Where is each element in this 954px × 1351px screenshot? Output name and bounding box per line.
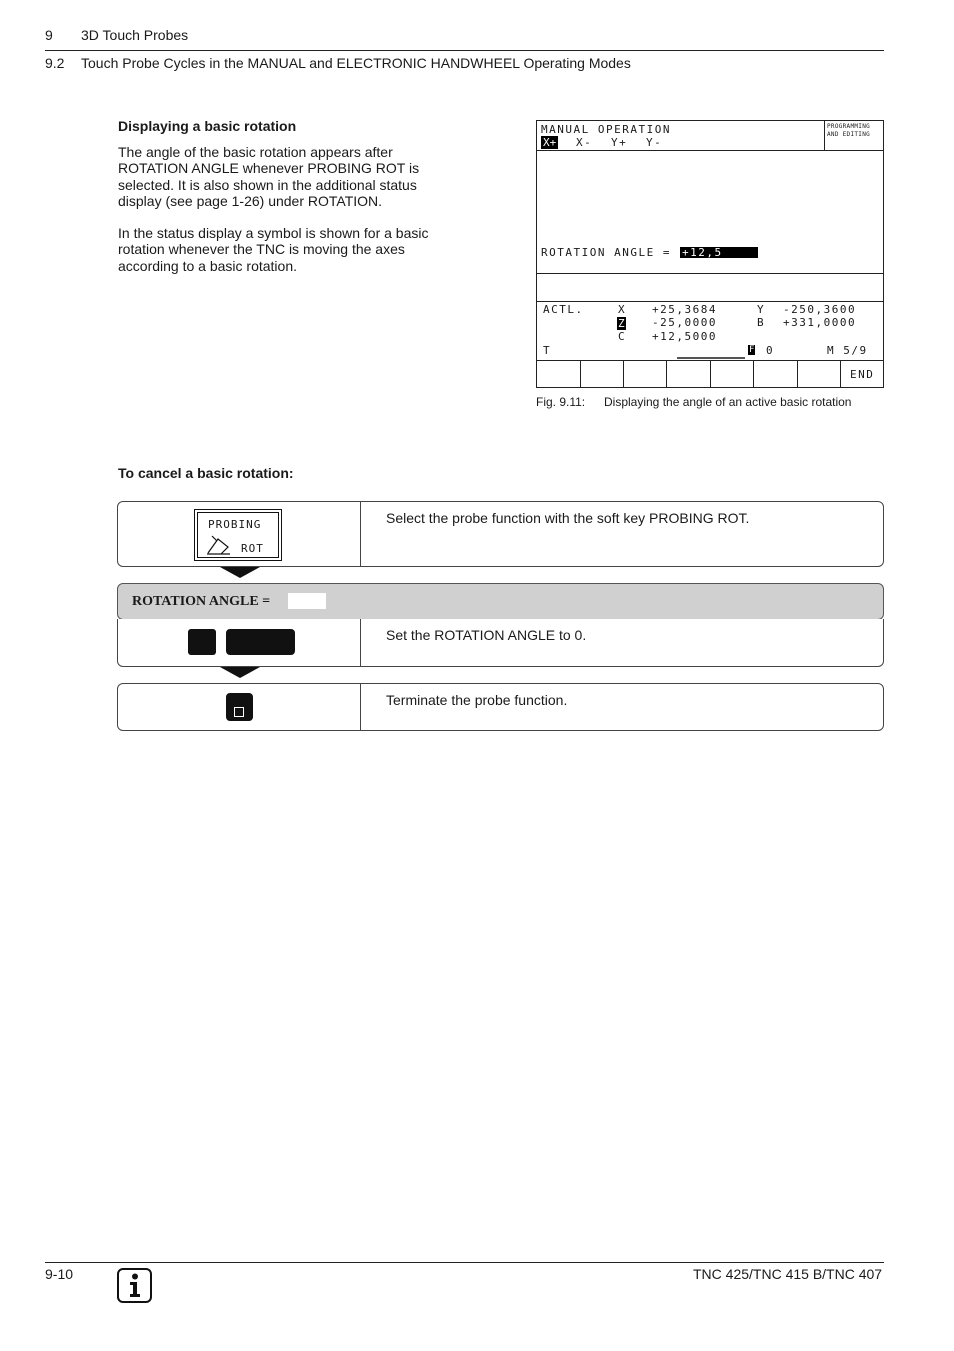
axis-key-x-minus: X-: [576, 136, 593, 149]
paragraph-1: [118, 144, 419, 209]
axis-name: Y: [757, 303, 766, 316]
paragraph-line: rotation whenever the TNC is moving the axes: [118, 241, 405, 258]
header-rule: [45, 50, 884, 51]
step-row-2: [117, 619, 884, 667]
softkey[interactable]: [537, 361, 581, 388]
softkey[interactable]: [711, 361, 754, 388]
prompt-value: +12,5: [680, 247, 758, 258]
axis-value: +25,3684: [652, 303, 717, 316]
axis-value: +12,5000: [652, 330, 717, 343]
section-heading: Displaying a basic rotation: [118, 118, 297, 134]
tool-label: T: [543, 344, 552, 357]
column-divider: [360, 619, 361, 666]
step-row-3: [117, 683, 884, 731]
chapter-number: 9: [45, 27, 53, 43]
dialog-input-field[interactable]: [288, 593, 326, 609]
paragraph-line: display (see page 1-26) under ROTATION.: [118, 192, 383, 209]
figure-number: Fig. 9.11:: [536, 395, 586, 409]
screen-mode-title: MANUAL OPERATION: [541, 123, 671, 136]
flow-arrow: [220, 667, 260, 678]
softkey-end[interactable]: END: [850, 368, 875, 381]
step-3-text: Terminate the probe function.: [386, 692, 568, 708]
paragraph-line: ROTATION ANGLE whenever PROBING ROT is: [118, 160, 420, 177]
softkey[interactable]: [581, 361, 624, 388]
cancel-heading: To cancel a basic rotation:: [118, 465, 294, 481]
axis-value: +331,0000: [783, 316, 857, 329]
screen-divider: [537, 301, 883, 302]
mode-divider: [824, 121, 825, 150]
axis-name: X: [618, 303, 627, 316]
column-divider: [360, 684, 361, 730]
end-square-icon: [234, 707, 244, 717]
paragraph-line: The angle of the basic rotation appears after: [118, 144, 393, 160]
column-divider: [360, 502, 361, 566]
paragraph-line: selected. It is also shown in the additional status: [118, 176, 417, 193]
flow-arrow: [220, 567, 260, 578]
softkey[interactable]: [667, 361, 711, 388]
axis-value: -25,0000: [652, 316, 717, 329]
paragraph-line: In the status display a symbol is shown for a basic: [118, 225, 429, 241]
side-mode-line1: PROGRAMMING: [827, 123, 871, 130]
zero-key[interactable]: [188, 629, 216, 655]
paragraph-line: according to a basic rotation.: [118, 257, 297, 274]
step-row-1: [117, 501, 884, 567]
softkey-label-bottom: ROT: [241, 542, 264, 555]
axis-value: -250,3600: [783, 303, 857, 316]
screen-divider: [537, 273, 883, 274]
softkey[interactable]: [754, 361, 798, 388]
probe-rotation-icon: [206, 533, 232, 555]
info-icon: [117, 1268, 152, 1303]
section-title: Touch Probe Cycles in the MANUAL and ELECTRONIC HANDWHEEL Operating Modes: [81, 55, 631, 71]
ent-key[interactable]: [226, 629, 295, 655]
page-number: 9-10: [45, 1266, 74, 1282]
scroll-indicator: [677, 357, 745, 359]
prompt-label: ROTATION ANGLE =: [541, 246, 671, 259]
feed-value: 0: [766, 344, 775, 357]
tnc-screen: [536, 120, 884, 388]
step-1-text: Select the probe function with the soft key PROBING ROT.: [386, 510, 750, 526]
softkey[interactable]: [798, 361, 841, 388]
end-key[interactable]: [226, 693, 253, 721]
softkey-label-top: PROBING: [208, 518, 262, 531]
actl-label: ACTL.: [543, 303, 584, 316]
side-mode-line2: AND EDITING: [827, 131, 871, 138]
paragraph-2: [118, 225, 428, 274]
softkey[interactable]: [624, 361, 667, 388]
chapter-title: 3D Touch Probes: [81, 27, 189, 43]
dialog-label: ROTATION ANGLE =: [132, 594, 271, 609]
step-2-text: Set the ROTATION ANGLE to 0.: [386, 627, 587, 643]
axis-name: C: [618, 330, 627, 343]
section-number: 9.2: [45, 55, 65, 71]
axis-key-y-plus: Y+: [611, 136, 628, 149]
dialog-prompt-bar: [117, 583, 884, 620]
screen-divider: [537, 150, 883, 151]
axis-key-y-minus: Y-: [646, 136, 663, 149]
info-glyph-icon: [127, 1273, 143, 1299]
footer-rule: [45, 1262, 884, 1263]
probing-rot-softkey[interactable]: [194, 509, 282, 561]
misc-function: M 5/9: [827, 344, 868, 357]
rotation-symbol: Z: [618, 317, 625, 330]
axis-key-x-plus: X+: [543, 136, 557, 149]
feed-symbol: F: [749, 345, 755, 355]
figure-caption: Displaying the angle of an active basic rotation: [604, 395, 852, 409]
axis-name: B: [757, 316, 766, 329]
model-name: TNC 425/TNC 415 B/TNC 407: [693, 1266, 883, 1282]
